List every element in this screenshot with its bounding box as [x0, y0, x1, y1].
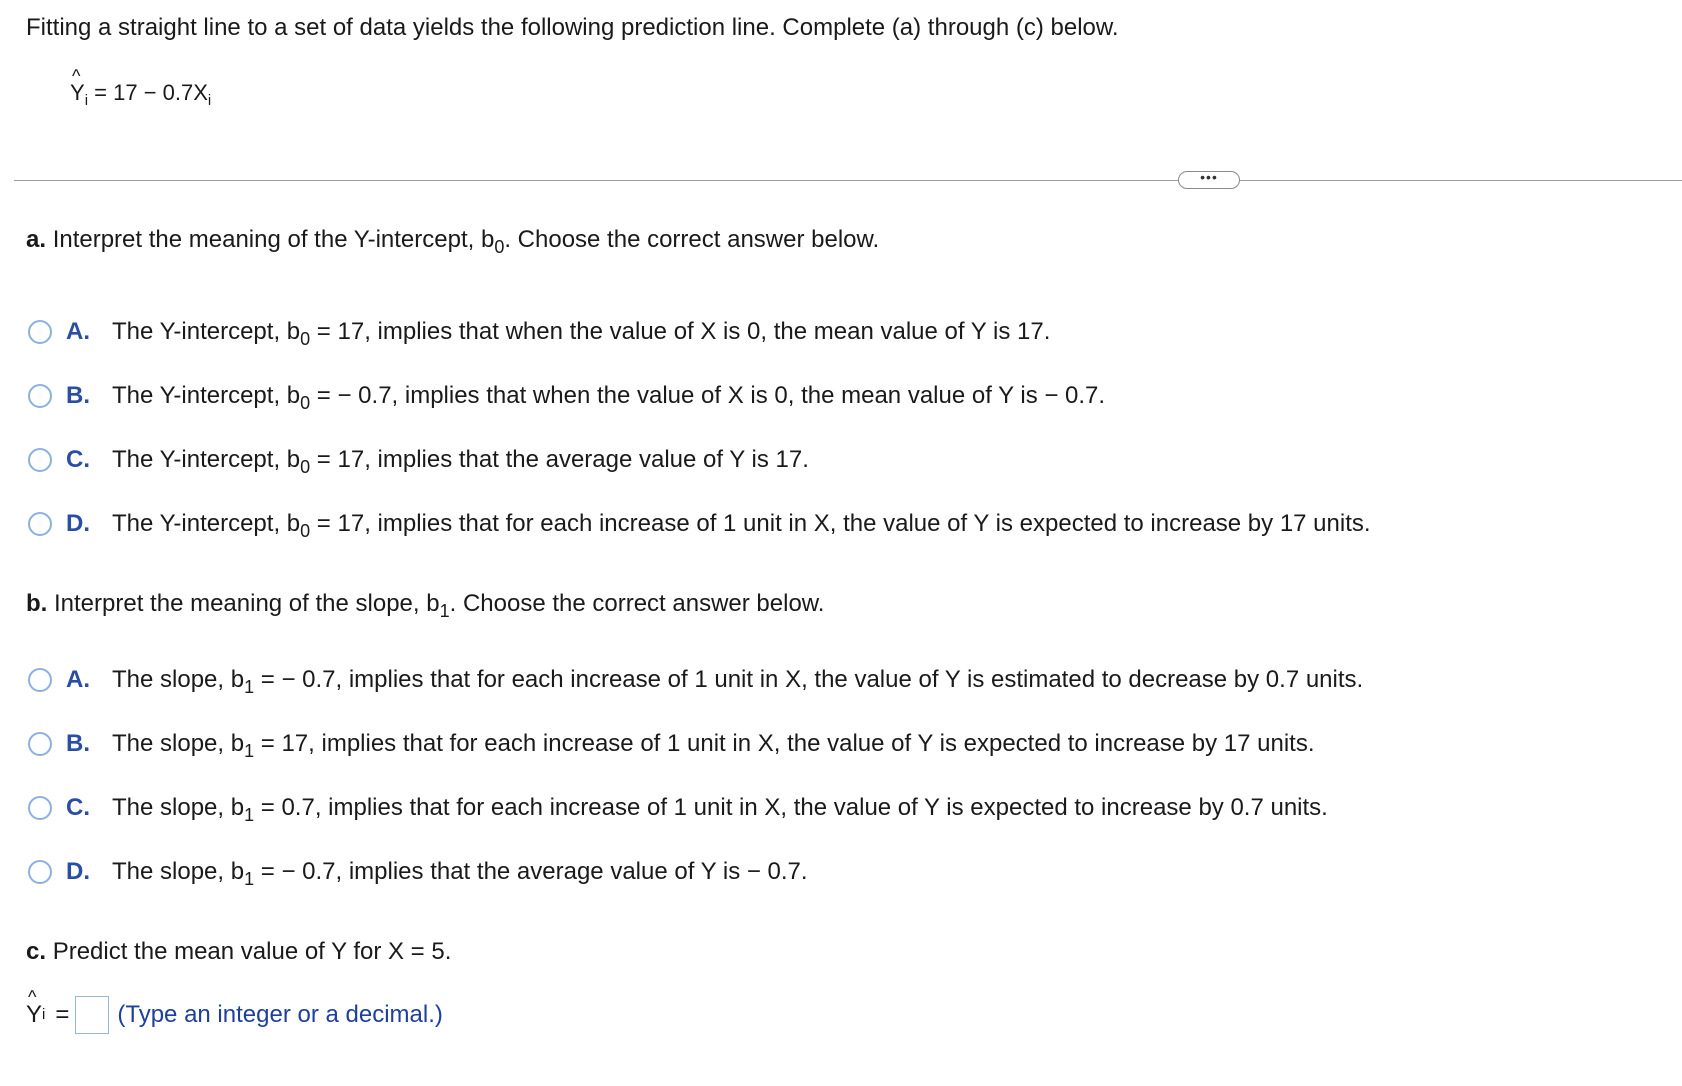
answer-hint: (Type an integer or a decimal.)	[117, 1001, 443, 1028]
part-b-option-b[interactable]: B. The slope, $b_1 = 17$, implies that for each increase of 1 unit in X, the value of Y is expected to increase by 17 units.	[28, 730, 1315, 758]
section-divider	[14, 180, 1682, 181]
prediction-equation: ^ $Y_i = 17 - 0.7X_i$	[70, 80, 211, 106]
radio-button[interactable]	[28, 732, 52, 756]
part-a-option-d[interactable]: D. The Y-intercept, $b_0 = 17$, implies that for each increase of 1 unit in X, the value of Y is expected to increase by 17 units.	[28, 510, 1371, 538]
radio-button[interactable]	[28, 384, 52, 408]
answer-input[interactable]	[75, 996, 109, 1034]
part-a-option-c[interactable]: C. The Y-intercept, $b_0 = 17$, implies that the average value of Y is 17.	[28, 446, 809, 474]
part-a-question: a. Interpret the meaning of the Y-intercept, $b_0$. Choose the correct answer below.	[26, 226, 880, 257]
part-b-option-d[interactable]: D. The slope, $b_1$ = − 0.7, implies that the average value of Y is − 0.7.	[28, 858, 808, 886]
part-b-question: b. Interpret the meaning of the slope, $b_1$. Choose the correct answer below.	[26, 590, 825, 621]
radio-button[interactable]	[28, 448, 52, 472]
problem-intro: Fitting a straight line to a set of data yields the following prediction line. Complete (a) through (c) below.	[26, 14, 1119, 41]
part-b-option-c[interactable]: C. The slope, $b_1 = 0.7$, implies that for each increase of 1 unit in X, the value of Y is expected to increase by 0.7 units.	[28, 794, 1328, 822]
radio-button[interactable]	[28, 320, 52, 344]
part-c-question: c. Predict the mean value of Y for X = 5.	[26, 938, 452, 965]
part-c-answer-row: ^ Y i = (Type an integer or a decimal.)	[26, 996, 443, 1034]
radio-button[interactable]	[28, 796, 52, 820]
part-a-option-b[interactable]: B. The Y-intercept, $b_0$ = − 0.7, implies that when the value of X is 0, the mean value of Y is − 0.7.	[28, 382, 1105, 410]
y-hat: ^ Y	[70, 80, 85, 106]
part-b-option-a[interactable]: A. The slope, $b_1$ = − 0.7, implies that for each increase of 1 unit in X, the value of Y is estimated to decrease by 0.7 units.	[28, 666, 1363, 694]
more-options-button[interactable]: •••	[1178, 171, 1240, 189]
radio-button[interactable]	[28, 512, 52, 536]
radio-button[interactable]	[28, 860, 52, 884]
part-a-option-a[interactable]: A. The Y-intercept, $b_0 = 17$, implies that when the value of X is 0, the mean value of Y is 17.	[28, 318, 1050, 346]
y-hat: ^ Y	[26, 1001, 42, 1029]
radio-button[interactable]	[28, 668, 52, 692]
